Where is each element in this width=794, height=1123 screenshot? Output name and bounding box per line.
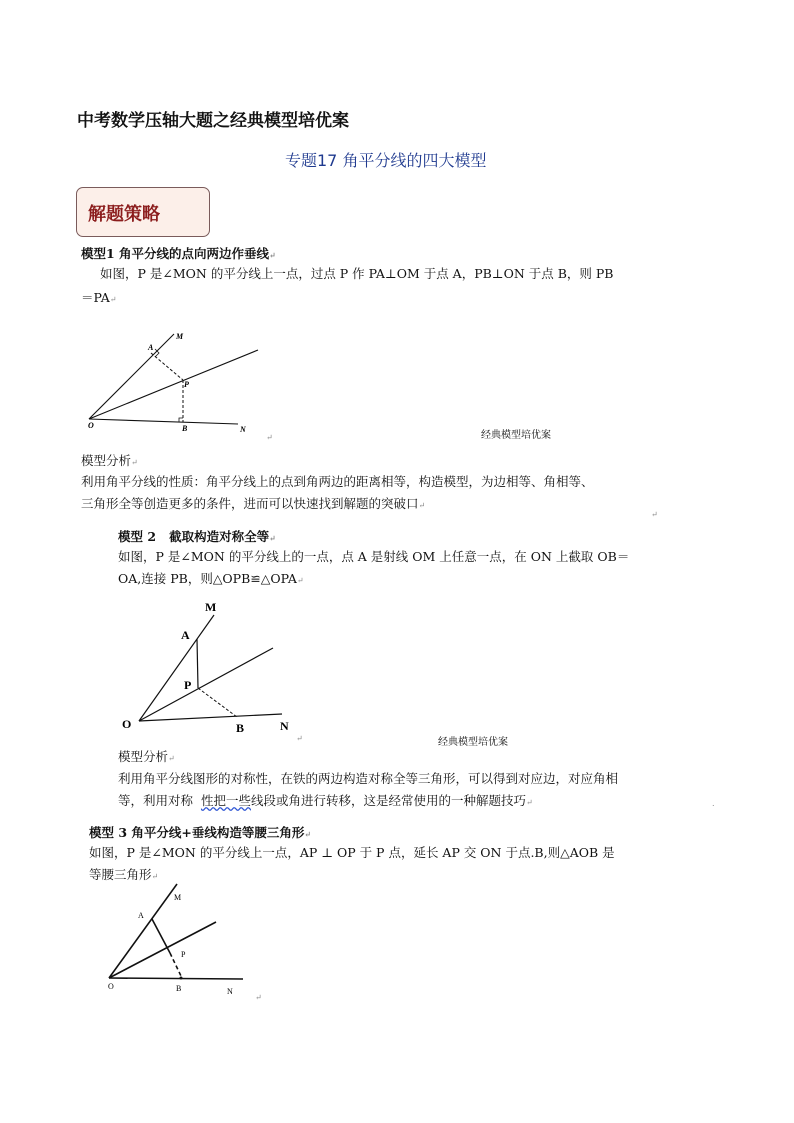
ray-om	[139, 615, 214, 721]
label-m: M	[174, 893, 182, 902]
watermark-1: 经典模型培优案	[481, 430, 551, 441]
model1-analysis-line2-content: 三角形全等创造更多的条件，进而可以快速找到解题的突破口	[81, 496, 419, 511]
perpendicular-pa	[151, 353, 183, 380]
bisector-ray	[89, 350, 258, 419]
model3-diagram	[100, 878, 265, 998]
segment-pa	[197, 639, 198, 688]
watermark-2: 经典模型培优案	[438, 737, 508, 748]
bisector-ray	[139, 648, 273, 721]
model1-analysis-line2	[81, 492, 425, 517]
ray-on	[139, 714, 282, 721]
para-mark: ↵	[269, 533, 276, 543]
bisector-ray	[109, 922, 216, 978]
para-mark: ↵	[168, 754, 175, 763]
strategy-label: 解题策略	[88, 204, 160, 225]
model2-text-line1: 如图，P 是∠MON 的平分线上的一点，点 A 是射线 OM 上任意一点，在 ON 上截取 OB＝	[118, 549, 630, 564]
para-mark: ↵	[296, 576, 304, 585]
label-p: P	[181, 950, 186, 959]
para-mark: ↵	[269, 250, 276, 260]
para-mark: ↵	[131, 458, 138, 467]
para-mark: ↵	[266, 433, 273, 442]
label-b: B	[182, 424, 188, 433]
model2-diagram	[118, 596, 308, 741]
label-a: A	[138, 911, 144, 920]
model1-diagram	[80, 325, 280, 440]
topic-subtitle: 专题17 角平分线的四大模型	[285, 151, 487, 170]
ray-om	[89, 334, 174, 419]
model2-text-line2-content: OA,连接 PB，则△OPB≌△OPA	[118, 571, 297, 586]
model2-analysis-title-text: 模型分析	[118, 749, 169, 764]
label-m: M	[176, 332, 184, 341]
label-o: O	[108, 982, 114, 991]
model2-heading-text: 截取构造对称全等	[169, 529, 270, 544]
label-m: M	[205, 600, 217, 614]
extension-pb	[170, 953, 181, 976]
para-mark: ↵	[255, 993, 262, 1002]
para-mark: ↵	[418, 501, 426, 510]
model1-text-line1: 如图，P 是∠MON 的平分线上一点，过点 P 作 PA⊥OM 于点 A，PB⊥ON 于点 B，则 PB	[100, 266, 614, 281]
document-title: 中考数学压轴大题之经典模型培优案	[77, 111, 349, 131]
model2-analysis-part-c: 线段或角进行转移，这是经常使用的一种解题技巧	[250, 793, 526, 808]
model3-heading	[89, 823, 311, 841]
point-b	[180, 977, 183, 980]
model2-analysis-part-b: 性把一些	[200, 793, 251, 808]
ray-om	[109, 884, 177, 978]
segment-pb	[198, 688, 237, 717]
para-mark: ↵	[109, 295, 117, 304]
model3-text-line2-content: 等腰三角形	[89, 867, 152, 882]
model2-analysis-line1: 利用角平分线图形的对称性，在铁的两边构造对称全等三角形，可以得到对应边，对应角相	[118, 771, 619, 786]
para-mark: ↵	[651, 510, 658, 519]
label-n: N	[227, 987, 233, 996]
ray-on	[89, 419, 238, 424]
ray-on	[109, 978, 243, 979]
right-angle-b	[179, 418, 183, 422]
para-mark: ↵	[151, 872, 159, 881]
model2-heading-prefix: 模型 2	[118, 529, 157, 544]
model1-heading	[81, 244, 276, 262]
label-o: O	[122, 717, 132, 731]
model3-text-line1: 如图，P 是∠MON 的平分线上一点，AP ⊥ OP 于 P 点，延长 AP 交 ON 于点.B,则△AOB 是	[89, 845, 615, 860]
label-b: B	[176, 984, 182, 993]
label-p: P	[184, 678, 192, 692]
end-mark: .	[712, 799, 715, 808]
para-mark: ↵	[296, 734, 303, 743]
model2-analysis-line2	[118, 789, 533, 814]
segment-ap	[152, 919, 170, 953]
model1-heading-text: 模型1 角平分线的点向两边作垂线	[81, 246, 270, 261]
model1-text-line2	[81, 286, 117, 311]
label-a: A	[181, 628, 190, 642]
strategy-box	[76, 187, 210, 237]
label-p: P	[184, 380, 189, 389]
model3-heading-text: 模型 3 角平分线+垂线构造等腰三角形	[89, 825, 305, 840]
model2-text-line2	[118, 567, 304, 592]
para-mark: ↵	[526, 798, 533, 807]
label-b: B	[236, 721, 245, 735]
label-n: N	[280, 719, 289, 733]
model1-analysis-title-text: 模型分析	[81, 453, 132, 468]
label-n: N	[240, 425, 246, 434]
model2-analysis-part-a: 等，利用对称	[118, 793, 194, 808]
model2-heading	[118, 527, 276, 545]
label-o: O	[88, 421, 94, 430]
model1-analysis-line1: 利用角平分线的性质：角平分线上的点到角两边的距离相等，构造模型，为边相等、角相等、	[81, 474, 594, 489]
label-a: A	[148, 343, 154, 352]
model1-text-line2-content: ＝PA	[81, 290, 110, 305]
para-mark: ↵	[304, 829, 312, 839]
